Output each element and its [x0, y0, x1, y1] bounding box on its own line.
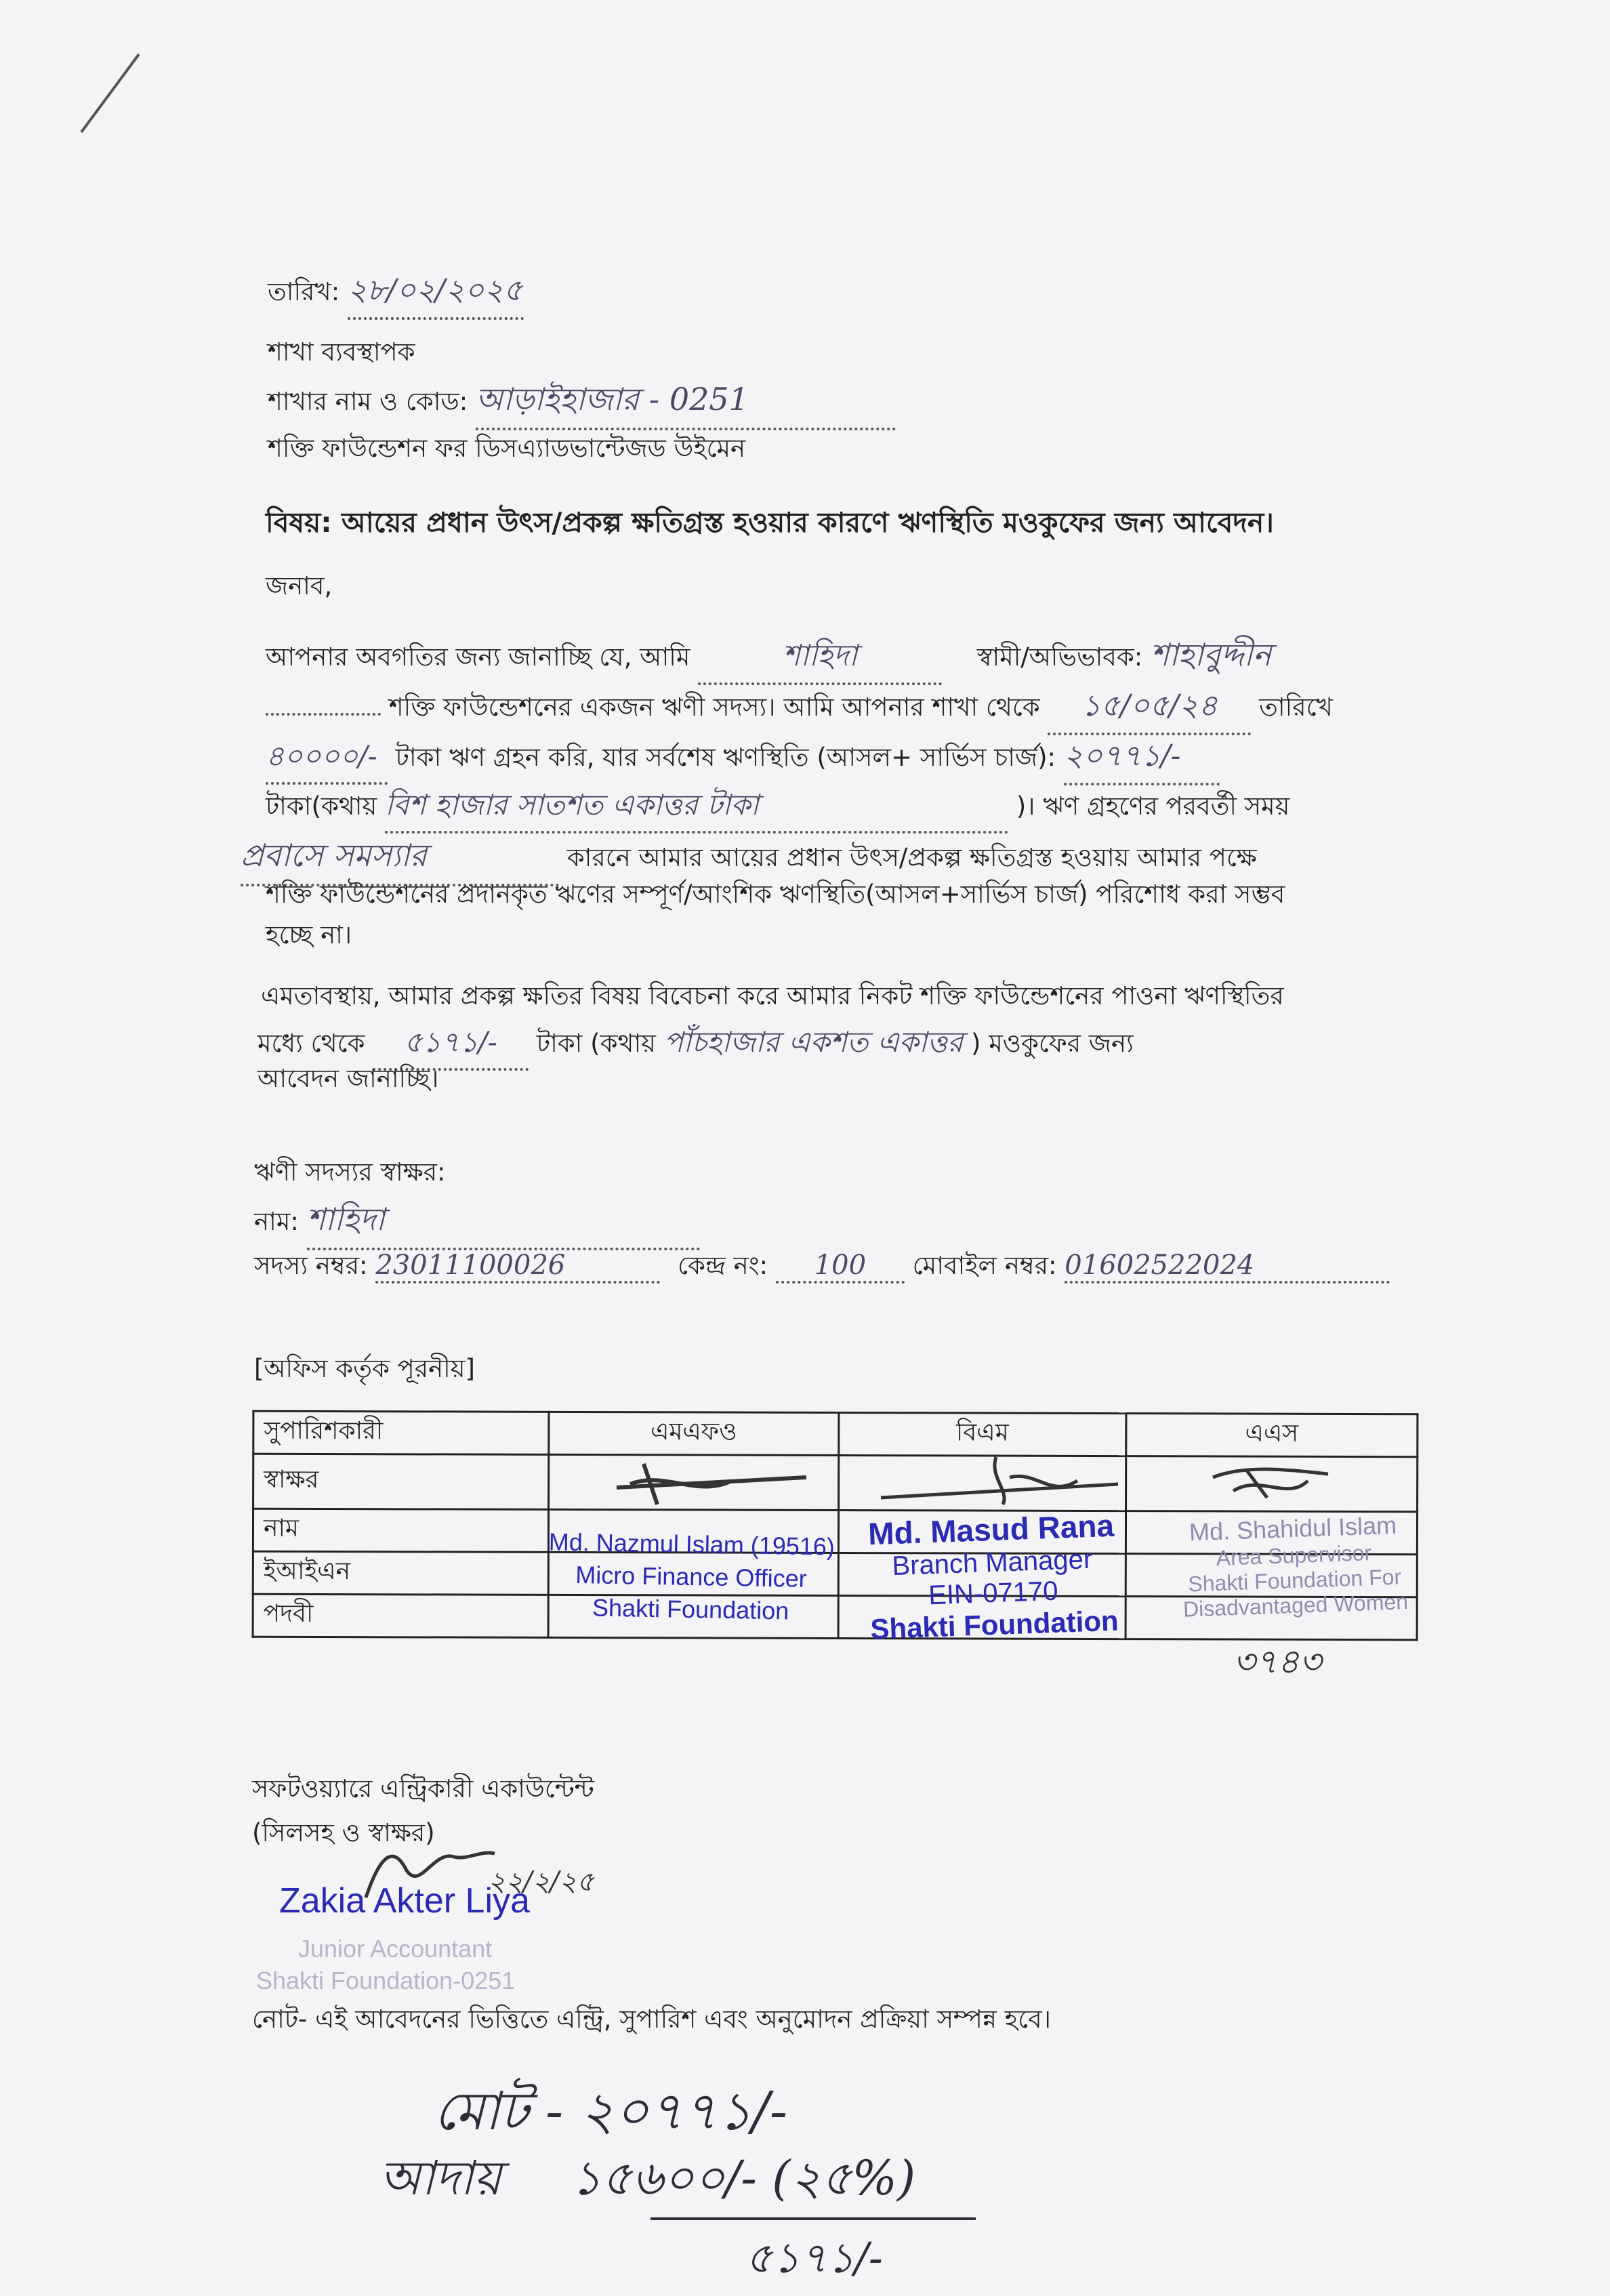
calc-total: মোট - ২০৭৭১/-	[434, 2081, 788, 2142]
guardian-label: স্বামী/অভিভাবক:	[976, 642, 1143, 672]
body-text: )। ঋণ গ্রহণের পরবর্তী সময়	[1016, 792, 1290, 821]
stamp-line: Disadvantaged Women	[1182, 1589, 1409, 1622]
waive-amount-fill: ৫১৭১/-	[373, 1020, 529, 1071]
date-label: তারিখ:	[268, 277, 340, 306]
as-signature	[1206, 1460, 1335, 1508]
accountant-stamp-name: Zakia Akter Liya	[279, 1881, 530, 1921]
body-line-1	[266, 632, 1271, 685]
subject-line: বিষয়: আয়ের প্রধান উৎস/প্রকল্প ক্ষতিগ্রস্ত হওয়ার কারণে ঋণস্থিতি মওকুফের জন্য আবেদন।	[266, 506, 1274, 539]
loan-date-fill: ১৫/০৫/২৪	[1048, 683, 1251, 735]
date-line	[268, 268, 524, 320]
accountant-stamp-line2: Junior Accountant	[298, 1935, 493, 1963]
member-no-value: 23011100026	[375, 1250, 660, 1284]
bm-stamp	[828, 1506, 1157, 1647]
calc-result: ৫১৭১/-	[745, 2233, 883, 2282]
row-label: নাম	[253, 1509, 548, 1552]
calc-collected-value: ১৫৬০০/- (২৫%)	[571, 2150, 916, 2206]
col-header-as: এএস	[1126, 1414, 1418, 1457]
row-label: ইআইএন	[253, 1551, 548, 1595]
as-stamp	[1143, 1509, 1445, 1623]
calc-rule	[651, 2217, 976, 2220]
stamp-line: Shakti Foundation	[592, 1593, 789, 1625]
body-line-6: শক্তি ফাউন্ডেশনের প্রদানকৃত ঋণের সম্পূর্ণ/আংশিক ঋণস্থিতি(আসল+সার্ভিস চার্জ) পরিশোধ করা সম্ভব	[266, 880, 1285, 909]
body-text: মধ্যে থেকে	[257, 1029, 365, 1058]
branch-value: আড়াইহাজার - 0251	[476, 376, 896, 430]
accountant-stamp-line3: Shakti Foundation-0251	[256, 1967, 516, 1994]
stamp-line: Branch Manager	[891, 1544, 1093, 1582]
row-label: স্বাক্ষর	[253, 1454, 549, 1509]
body-line-2	[266, 683, 1333, 735]
date-value: ২৮/০২/২০২৫	[348, 268, 524, 320]
body-text: টাকা ঋণ গ্রহন করি, যার সর্বশেষ ঋণস্থিতি (আসল+ সার্ভিস চার্জ):	[395, 743, 1056, 772]
center-label: কেন্দ্র নং:	[678, 1251, 768, 1280]
mobile-label: মোবাইল নম্বর:	[912, 1251, 1057, 1280]
branch-label: শাখার নাম ও কোড:	[268, 387, 468, 416]
mfo-stamp	[541, 1528, 841, 1626]
loan-amount-fill: ৪০০০০/-	[266, 734, 388, 785]
body-text: তারিখে	[1259, 693, 1333, 722]
table-row	[253, 1411, 1418, 1456]
office-heading: [অফিস কর্তৃক পূরনীয়]	[254, 1354, 475, 1383]
stamp-line: Md. Nazmul Islam (19516)	[548, 1528, 835, 1561]
body-line-8: এমতাবস্থায়, আমার প্রকল্প ক্ষতির বিষয় বিবেচনা করে আমার নিকট শক্তি ফাউন্ডেশনের পাওনা ঋণস্থিতির	[261, 981, 1284, 1010]
body-text: টাকা (কথায়	[536, 1029, 656, 1058]
margin-tick-mark	[75, 47, 149, 142]
recipient-org: শক্তি ফাউন্ডেশন ফর ডিসএ্যাডভান্টেজড উইমেন	[268, 434, 746, 463]
body-line-3	[266, 733, 1220, 785]
member-name-line	[254, 1196, 700, 1250]
body-text: টাকা(কথায়	[266, 792, 377, 821]
accountant-sub: (সিলসহ ও স্বাক্ষর)	[252, 1818, 435, 1847]
as-handwritten-number: ৩৭৪৩	[1233, 1642, 1321, 1681]
center-value: 100	[776, 1250, 905, 1284]
branch-line	[268, 376, 896, 430]
body-text: আপনার অবগতির জন্য জানাচ্ছি যে, আমি	[266, 642, 690, 672]
salutation: জনাব,	[266, 571, 333, 600]
dots-fill	[266, 713, 381, 716]
body-text: ) মওকুফের জন্য	[971, 1029, 1134, 1058]
guardian-fill: শাহাবুদ্দীন	[1150, 636, 1272, 673]
stamp-line: Micro Finance Officer	[575, 1561, 808, 1593]
member-signature-label: ঋণী সদস্যর স্বাক্ষর:	[254, 1157, 446, 1187]
stamp-line: Md. Shahidul Islam	[1189, 1511, 1397, 1546]
member-name-label: নাম:	[254, 1207, 299, 1236]
mobile-value: 01602522024	[1065, 1250, 1390, 1284]
col-header-bm: বিএম	[839, 1413, 1126, 1456]
body-line-7: হচ্ছে না।	[266, 920, 352, 949]
mfo-signature	[603, 1457, 827, 1511]
balance-words-fill: বিশ হাজার সাতশত একাত্তর টাকা	[385, 783, 1008, 834]
body-text: কারনে আমার আয়ের প্রধান উৎস/প্রকল্প ক্ষতিগ্রস্ত হওয়ায় আমার পক্ষে	[566, 843, 1257, 872]
calc-collected	[379, 2141, 915, 2221]
member-no-label: সদস্য নম্বর:	[254, 1251, 368, 1280]
stamp-line: Md. Masud Rana	[867, 1507, 1115, 1552]
bm-signature	[874, 1450, 1132, 1511]
member-info-line	[254, 1246, 1390, 1288]
note-line: নোট- এই আবেদনের ভিত্তিতে এন্ট্রি, সুপারিশ এবং অনুমোদন প্রক্রিয়া সম্পন্ন হবে।	[252, 2005, 1051, 2034]
col-header-mfo: এমএফও	[549, 1412, 839, 1455]
row-label: পদবী	[253, 1594, 548, 1637]
stamp-line: Shakti Foundation	[869, 1604, 1119, 1645]
member-name-value: শাহিদা	[307, 1196, 700, 1250]
reason-fill: প্রবাসে সমস্যার	[241, 832, 559, 886]
body-text: শক্তি ফাউন্ডেশনের একজন ঋণী সদস্য। আমি আপনার শাখা থেকে	[388, 693, 1040, 722]
stamp-line: EIN-07170	[928, 1576, 1059, 1611]
stamp-line: Area Supervisor	[1216, 1540, 1372, 1571]
body-line-4	[266, 783, 1289, 834]
waive-words-fill: পাঁচহাজার একশত একাত্তর	[663, 1025, 964, 1059]
calc-collected-label: আদায়	[379, 2150, 501, 2206]
accountant-sig-date: ২২/২/২৫	[488, 1866, 594, 1898]
row-label: সুপারিশকারী	[253, 1411, 549, 1454]
member-name-fill: শাহিদা	[698, 633, 942, 685]
accountant-label: সফটওয়্যারে এন্ট্রিকারী একাউন্টেন্ট	[252, 1774, 594, 1803]
recipient-title: শাখা ব্যবস্থাপক	[268, 337, 415, 367]
balance-fill: ২০৭৭১/-	[1064, 733, 1220, 785]
body-line-10: আবেদন জানাচ্ছি।	[257, 1064, 439, 1093]
stamp-line: Shakti Foundation For	[1187, 1564, 1402, 1597]
